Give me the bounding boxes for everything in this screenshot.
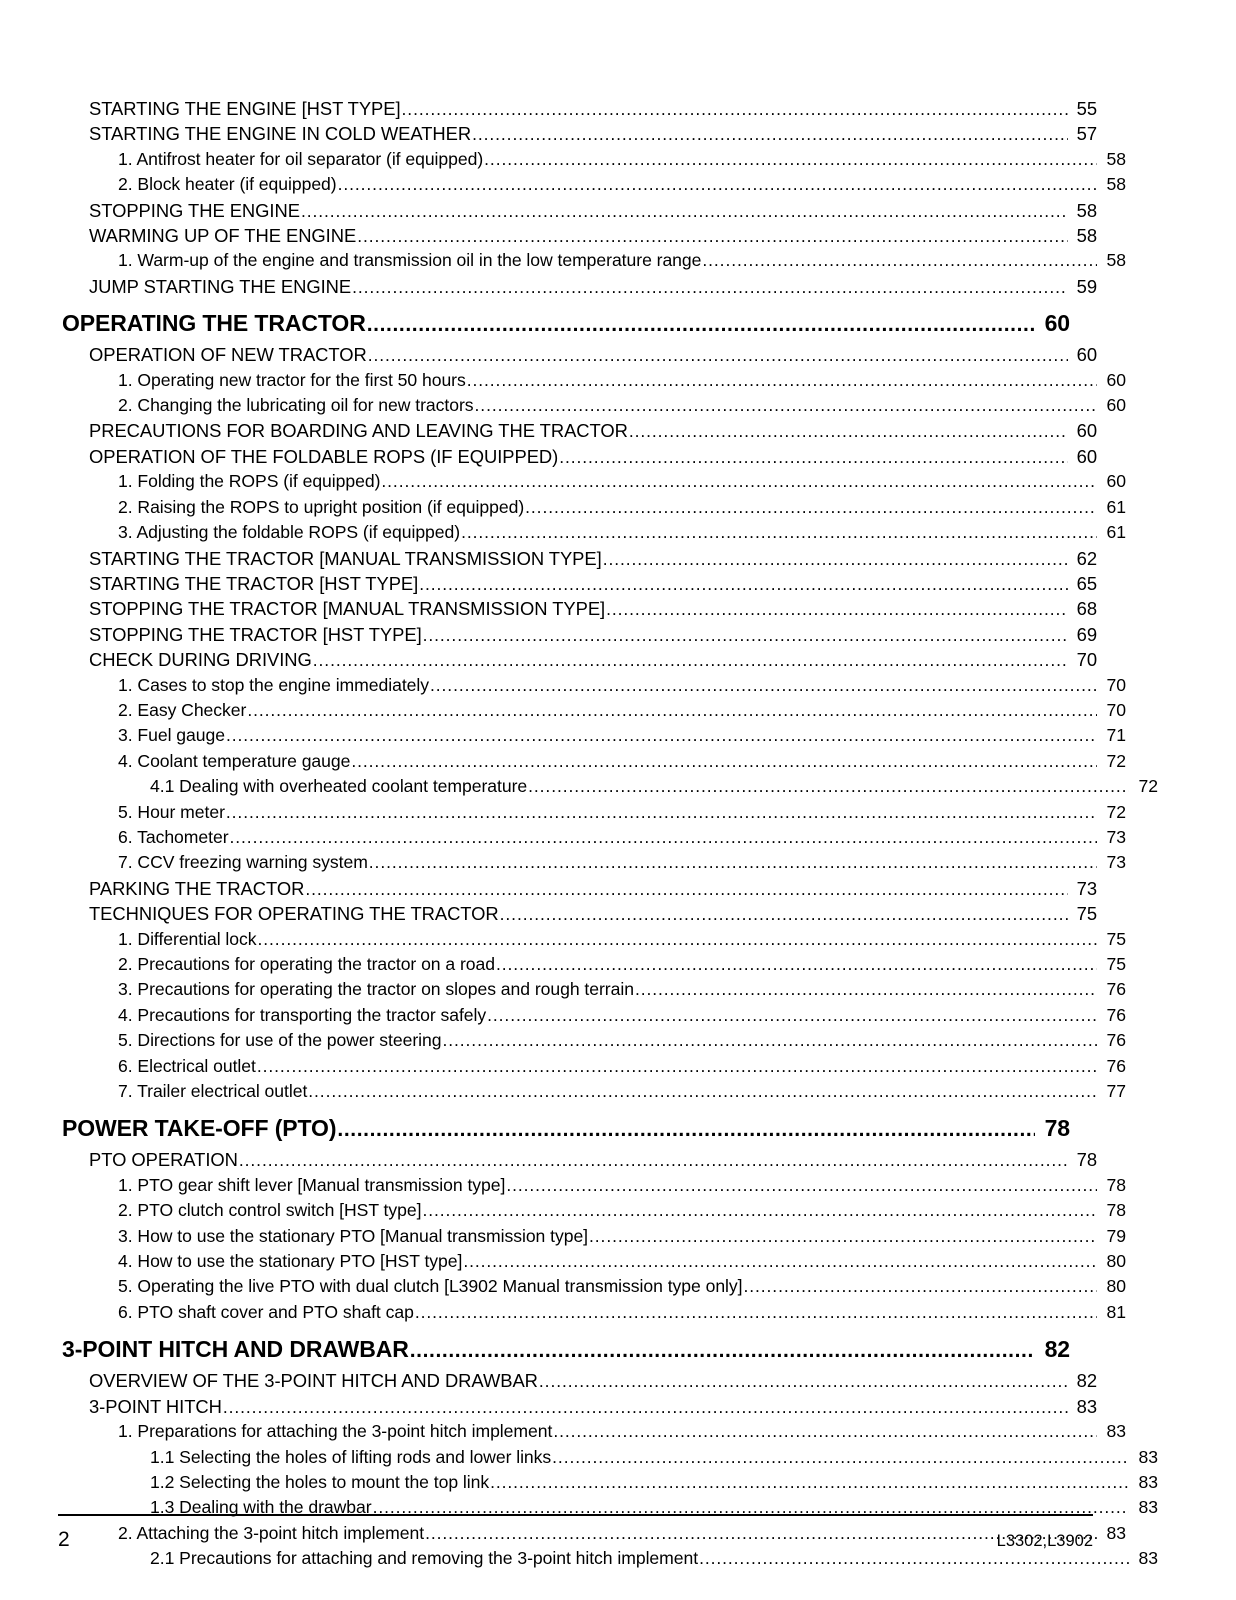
toc-leader-dots: [258, 931, 1097, 949]
toc-entry-page-number: 58: [1106, 148, 1126, 169]
toc-entry[interactable]: [89, 622, 1097, 647]
toc-leader-dots: [239, 1152, 1068, 1170]
toc-entry-page-number: 61: [1106, 496, 1126, 517]
toc-entry[interactable]: [118, 1173, 1126, 1198]
toc-entry[interactable]: [118, 698, 1126, 723]
toc-leader-dots: [603, 551, 1068, 569]
toc-entry-label: STOPPING THE ENGINE: [89, 199, 300, 221]
toc-entry-label: 1. Folding the ROPS (if equipped): [118, 471, 381, 492]
toc-entry[interactable]: [118, 1249, 1126, 1274]
toc-entry-page-number: 58: [1076, 225, 1097, 247]
toc-entry[interactable]: [150, 1495, 1158, 1520]
toc-leader-dots: [410, 1340, 1035, 1363]
toc-entry-label: 4. Coolant temperature gauge: [118, 750, 351, 771]
toc-entry[interactable]: [62, 299, 1070, 342]
toc-entry-label: 2. PTO clutch control switch [HST type]: [118, 1200, 422, 1221]
toc-entry[interactable]: [150, 1445, 1158, 1470]
toc-entry[interactable]: [118, 393, 1126, 418]
toc-entry-label: TECHNIQUES FOR OPERATING THE TRACTOR: [89, 903, 499, 925]
toc-leader-dots: [589, 1228, 1097, 1246]
toc-entry-page-number: 78: [1106, 1200, 1126, 1221]
toc-entry-page-number: 80: [1106, 1276, 1126, 1297]
toc-entry[interactable]: [150, 1470, 1158, 1495]
toc-entry-page-number: 60: [1076, 420, 1097, 442]
toc-entry-page-number: 78: [1106, 1174, 1126, 1195]
toc-entry-page-number: 70: [1106, 674, 1126, 695]
toc-entry-label: 2. Changing the lubricating oil for new tractors: [118, 395, 474, 416]
toc-entry-label: 6. PTO shaft cover and PTO shaft cap: [118, 1301, 414, 1322]
toc-entry-label: STOPPING THE TRACTOR [MANUAL TRANSMISSION TYPE]: [89, 598, 606, 620]
toc-entry[interactable]: [118, 1028, 1126, 1053]
toc-leader-dots: [744, 1278, 1098, 1296]
toc-entry-page-number: 75: [1076, 903, 1097, 925]
toc-entry-label: OPERATION OF THE FOLDABLE ROPS (IF EQUIPPED): [89, 445, 559, 467]
toc-entry-label: 3. Fuel gauge: [118, 725, 225, 746]
toc-entry-page-number: 61: [1106, 522, 1126, 543]
toc-leader-dots: [226, 727, 1097, 745]
toc-leader-dots: [699, 1550, 1129, 1568]
toc-entry-page-number: 55: [1076, 98, 1097, 119]
toc-entry[interactable]: [118, 749, 1126, 774]
footer-model-code: L3302,L3902: [996, 1532, 1093, 1550]
toc-entry-label: 2. Attaching the 3-point hitch implement: [118, 1522, 425, 1543]
toc-entry-label: 2. Precautions for operating the tractor on a road: [118, 954, 495, 974]
toc-entry-page-number: 70: [1076, 649, 1097, 671]
toc-entry-label: 4.1 Dealing with overheated coolant temperature: [150, 776, 528, 797]
toc-leader-dots: [606, 601, 1068, 619]
toc-entry[interactable]: [118, 1079, 1126, 1104]
toc-entry-label: OPERATING THE TRACTOR: [62, 310, 366, 337]
toc-entry-label: PTO OPERATION: [89, 1149, 238, 1171]
toc-entry[interactable]: [89, 571, 1097, 596]
toc-entry-page-number: 71: [1106, 725, 1126, 746]
toc-entry[interactable]: [89, 901, 1097, 926]
toc-leader-dots: [484, 151, 1097, 169]
toc-entry[interactable]: [118, 977, 1126, 1002]
toc-leader-dots: [308, 1083, 1097, 1101]
toc-entry-label: 3. Adjusting the foldable ROPS (if equipped): [118, 522, 461, 543]
toc-entry-label: 3-POINT HITCH AND DRAWBAR: [62, 1336, 409, 1363]
toc-leader-dots: [430, 677, 1097, 695]
toc-entry-label: 5. Directions for use of the power steering: [118, 1030, 442, 1051]
toc-leader-dots: [422, 1202, 1097, 1220]
toc-entry[interactable]: [118, 723, 1126, 748]
toc-entry[interactable]: [89, 223, 1097, 248]
toc-leader-dots: [338, 176, 1097, 194]
toc-entry-page-number: 57: [1076, 123, 1097, 145]
toc-entry-label: 7. CCV freezing warning system: [118, 852, 368, 873]
toc-entry-label: STARTING THE ENGINE IN COLD WEATHER: [89, 123, 472, 145]
toc-entry-label: 7. Trailer electrical outlet: [118, 1081, 308, 1102]
toc-leader-dots: [461, 524, 1097, 542]
toc-entry-label: 5. Hour meter: [118, 801, 225, 822]
toc-entry[interactable]: [118, 850, 1126, 875]
toc-entry-label: OVERVIEW OF THE 3-POINT HITCH AND DRAWBAR: [89, 1370, 538, 1392]
toc-leader-dots: [506, 1177, 1097, 1195]
toc-leader-dots: [487, 1007, 1097, 1025]
toc-entry-page-number: 78: [1076, 1149, 1097, 1171]
toc-entry[interactable]: [118, 520, 1126, 545]
toc-entry[interactable]: [118, 1300, 1126, 1325]
toc-entry[interactable]: [118, 147, 1126, 172]
toc-entry-page-number: 83: [1138, 1497, 1158, 1518]
toc-entry-label: PRECAUTIONS FOR BOARDING AND LEAVING THE TRACTOR: [89, 420, 628, 442]
toc-entry-page-number: 60: [1076, 344, 1097, 366]
toc-leader-dots: [226, 804, 1097, 822]
toc-entry-page-number: 73: [1106, 826, 1126, 847]
toc-entry-label: 1. Differential lock: [118, 928, 257, 949]
toc-entry-page-number: 76: [1106, 1055, 1126, 1076]
toc-entry-page-number: 83: [1106, 1421, 1126, 1442]
toc-entry-page-number: 69: [1076, 623, 1097, 645]
toc-entry[interactable]: [89, 596, 1097, 621]
toc-leader-dots: [305, 881, 1068, 899]
toc-entry-page-number: 72: [1138, 776, 1158, 797]
toc-entry-label: 1. Preparations for attaching the 3-point hitch implement: [118, 1421, 553, 1442]
toc-entry[interactable]: [62, 1325, 1070, 1368]
toc-entry[interactable]: [118, 1198, 1126, 1223]
toc-entry[interactable]: [118, 1419, 1126, 1444]
toc-leader-dots: [402, 101, 1068, 119]
toc-entry[interactable]: [62, 1104, 1070, 1147]
toc-entry-page-number: 62: [1076, 547, 1097, 569]
toc-entry[interactable]: [118, 248, 1126, 273]
toc-entry-page-number: 60: [1106, 369, 1126, 390]
toc-leader-dots: [419, 576, 1068, 594]
toc-entry-page-number: 83: [1076, 1395, 1097, 1417]
toc-entry[interactable]: [118, 1274, 1126, 1299]
toc-leader-dots: [351, 753, 1097, 771]
toc-entry[interactable]: [89, 198, 1097, 223]
toc-entry-label: 1.1 Selecting the holes of lifting rods and lower links: [150, 1446, 552, 1467]
toc-entry-label: 1. Operating new tractor for the first 50 hours: [118, 369, 466, 390]
toc-entry-page-number: 82: [1044, 1336, 1070, 1363]
toc-entry[interactable]: [118, 825, 1126, 850]
toc-entry-page-number: 60: [1106, 395, 1126, 416]
toc-entry-label: STARTING THE TRACTOR [MANUAL TRANSMISSION TYPE]: [89, 547, 602, 569]
toc-leader-dots: [553, 1423, 1097, 1441]
toc-entry[interactable]: [89, 546, 1097, 571]
toc-entry-label: CHECK DURING DRIVING: [89, 649, 312, 671]
toc-entry-page-number: 78: [1044, 1115, 1070, 1142]
toc-entry-page-number: 72: [1106, 801, 1126, 822]
toc-entry-page-number: 75: [1106, 928, 1126, 949]
toc-leader-dots: [496, 956, 1097, 974]
toc-entry-page-number: 76: [1106, 1004, 1126, 1025]
toc-leader-dots: [702, 252, 1097, 270]
toc-entry-page-number: 83: [1138, 1548, 1158, 1569]
toc-entry-label: STARTING THE TRACTOR [HST TYPE]: [89, 572, 419, 594]
toc-entry[interactable]: [89, 418, 1097, 443]
toc-leader-dots: [247, 702, 1097, 720]
toc-entry[interactable]: [118, 800, 1126, 825]
toc-leader-dots: [357, 228, 1068, 246]
toc-entry[interactable]: [118, 952, 1126, 977]
toc-entry-page-number: 60: [1044, 310, 1070, 337]
toc-leader-dots: [369, 854, 1097, 872]
toc-entry[interactable]: [89, 96, 1097, 121]
toc-entry-label: 1. PTO gear shift lever [Manual transmission type]: [118, 1174, 506, 1195]
toc-leader-dots: [635, 981, 1097, 999]
toc-entry[interactable]: [118, 368, 1126, 393]
toc-entry-page-number: 58: [1106, 250, 1126, 271]
toc-leader-dots: [423, 627, 1068, 645]
toc-leader-dots: [559, 449, 1068, 467]
toc-entry-label: 2.1 Precautions for attaching and removing the 3-point hitch implement: [150, 1548, 699, 1569]
toc-entry-label: 4. How to use the stationary PTO [HST type]: [118, 1251, 463, 1272]
toc-entry[interactable]: [89, 1368, 1097, 1393]
toc-entry-label: 1.2 Selecting the holes to mount the top link: [150, 1471, 490, 1492]
toc-entry-page-number: 75: [1106, 954, 1126, 974]
toc-leader-dots: [552, 1449, 1129, 1467]
toc-entry-label: 3. Precautions for operating the tractor on slopes and rough terrain: [118, 979, 634, 1000]
toc-entry[interactable]: [89, 121, 1097, 146]
toc-leader-dots: [257, 1058, 1097, 1076]
toc-leader-dots: [525, 499, 1097, 517]
toc-entry[interactable]: [118, 495, 1126, 520]
toc-entry-label: 4. Precautions for transporting the tractor safely: [118, 1004, 487, 1025]
toc-entry-label: 2. Easy Checker: [118, 699, 247, 720]
toc-leader-dots: [381, 473, 1097, 491]
toc-entry-page-number: 77: [1106, 1081, 1126, 1102]
toc-entry-label: 2. Block heater (if equipped): [118, 174, 337, 195]
toc-leader-dots: [352, 279, 1068, 297]
toc-entry[interactable]: [89, 876, 1097, 901]
toc-entry-page-number: 81: [1106, 1301, 1126, 1322]
toc-entry-label: JUMP STARTING THE ENGINE: [89, 275, 352, 297]
toc-entry[interactable]: [89, 1394, 1097, 1419]
toc-leader-dots: [443, 1032, 1098, 1050]
toc-leader-dots: [313, 652, 1068, 670]
toc-entry-label: 3-POINT HITCH: [89, 1395, 222, 1417]
toc-entry-label: 6. Electrical outlet: [118, 1055, 256, 1076]
toc-entry-label: 2. Raising the ROPS to upright position (if equipped): [118, 496, 525, 517]
toc-entry[interactable]: [89, 274, 1097, 299]
toc-entry-label: WARMING UP OF THE ENGINE: [89, 225, 357, 247]
toc-entry[interactable]: [118, 1054, 1126, 1079]
toc-entry-page-number: 70: [1106, 699, 1126, 720]
toc-entry-page-number: 79: [1106, 1225, 1126, 1246]
toc-entry-page-number: 76: [1106, 1030, 1126, 1051]
toc-entry-label: 5. Operating the live PTO with dual clutch [L3902 Manual transmission type only]: [118, 1276, 743, 1297]
table-of-contents: [58, 96, 1158, 1572]
toc-entry-label: POWER TAKE-OFF (PTO): [62, 1115, 337, 1142]
toc-leader-dots: [337, 1119, 1035, 1142]
toc-entry-page-number: 83: [1106, 1522, 1126, 1543]
toc-entry-label: STOPPING THE TRACTOR [HST TYPE]: [89, 623, 422, 645]
toc-entry-page-number: 83: [1138, 1446, 1158, 1467]
toc-entry[interactable]: [118, 1224, 1126, 1249]
toc-entry-label: 6. Tachometer: [118, 826, 229, 847]
toc-leader-dots: [490, 1474, 1129, 1492]
toc-entry-page-number: 60: [1106, 471, 1126, 492]
toc-leader-dots: [230, 829, 1097, 847]
toc-entry-page-number: 73: [1076, 877, 1097, 899]
page-footer: [58, 1528, 1093, 1552]
toc-entry-page-number: 59: [1076, 275, 1097, 297]
toc-entry[interactable]: [89, 1147, 1097, 1172]
toc-leader-dots: [500, 906, 1068, 924]
toc-leader-dots: [367, 314, 1035, 337]
toc-entry-page-number: 60: [1076, 445, 1097, 467]
toc-entry[interactable]: [118, 469, 1126, 494]
toc-entry[interactable]: [118, 673, 1126, 698]
footer-divider: [58, 1514, 1093, 1516]
toc-entry[interactable]: [89, 444, 1097, 469]
toc-entry-page-number: 65: [1076, 572, 1097, 594]
toc-entry-page-number: 58: [1106, 174, 1126, 195]
toc-leader-dots: [368, 347, 1068, 365]
toc-entry-page-number: 58: [1076, 199, 1097, 221]
toc-leader-dots: [472, 126, 1068, 144]
toc-entry-label: 3. How to use the stationary PTO [Manual transmission type]: [118, 1225, 589, 1246]
toc-leader-dots: [539, 1373, 1068, 1391]
toc-entry-label: 1. Antifrost heater for oil separator (if equipped): [118, 148, 484, 169]
toc-leader-dots: [629, 423, 1068, 441]
toc-entry-label: STARTING THE ENGINE [HST TYPE]: [89, 98, 401, 119]
toc-leader-dots: [415, 1304, 1097, 1322]
toc-leader-dots: [467, 372, 1097, 390]
toc-entry[interactable]: [89, 342, 1097, 367]
toc-entry[interactable]: [118, 172, 1126, 197]
toc-leader-dots: [301, 203, 1068, 221]
toc-leader-dots: [463, 1253, 1097, 1271]
toc-entry-page-number: 83: [1138, 1471, 1158, 1492]
toc-leader-dots: [475, 397, 1097, 415]
toc-entry-label: PARKING THE TRACTOR: [89, 877, 305, 899]
toc-leader-dots: [528, 778, 1129, 796]
toc-entry-page-number: 68: [1076, 598, 1097, 620]
toc-entry-page-number: 80: [1106, 1251, 1126, 1272]
footer-page-number: 2: [58, 1528, 70, 1551]
toc-entry-label: 1. Cases to stop the engine immediately: [118, 674, 430, 695]
toc-entry-page-number: 73: [1106, 852, 1126, 873]
toc-leader-dots: [223, 1399, 1068, 1417]
toc-entry-label: 1. Warm-up of the engine and transmission oil in the low temperature range: [118, 250, 702, 271]
toc-entry-page-number: 82: [1076, 1370, 1097, 1392]
toc-entry-label: 1.3 Dealing with the drawbar: [150, 1497, 372, 1518]
toc-entry-label: OPERATION OF NEW TRACTOR: [89, 344, 367, 366]
toc-entry[interactable]: [118, 1003, 1126, 1028]
toc-entry-page-number: 76: [1106, 979, 1126, 1000]
toc-entry-page-number: 72: [1106, 750, 1126, 771]
toc-entry[interactable]: [118, 927, 1126, 952]
toc-entry[interactable]: [89, 647, 1097, 672]
toc-entry[interactable]: [150, 774, 1158, 799]
